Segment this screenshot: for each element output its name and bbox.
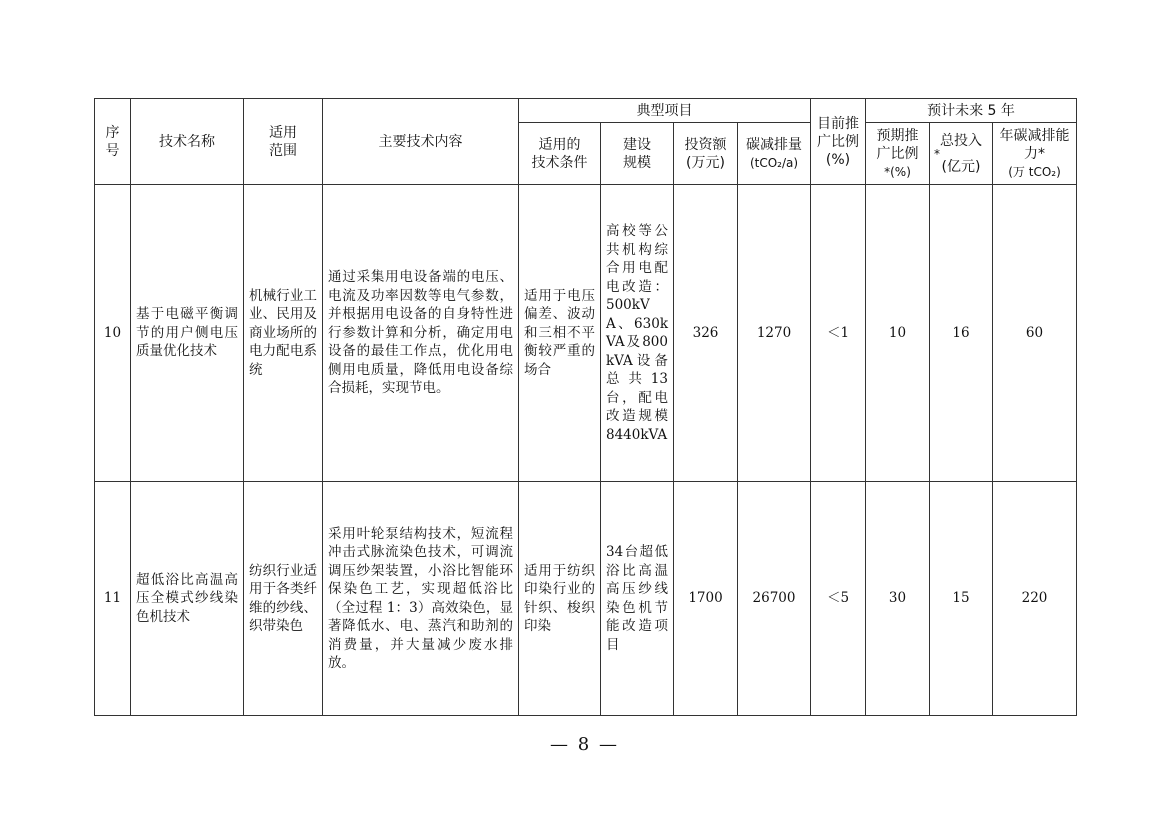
header-name: 技术名称 bbox=[131, 99, 244, 185]
row-scale: 34台超低浴比高温高压纱线染色机节能改造项目 bbox=[601, 482, 674, 716]
header-reduction-label: 碳减排量 bbox=[746, 136, 802, 153]
header-content: 主要技术内容 bbox=[323, 99, 519, 185]
row-conditions: 适用于电压偏差、波动和三相不平衡较严重的场合 bbox=[519, 185, 601, 482]
header-total-investment bbox=[930, 123, 993, 185]
row-expected-ratio: 30 bbox=[866, 482, 930, 716]
header-scale: 建设 规模 bbox=[601, 123, 674, 185]
header-total-investment-unit: (亿元) bbox=[941, 158, 981, 175]
technology-table bbox=[94, 98, 1077, 716]
header-scope: 适用 范围 bbox=[244, 99, 323, 185]
header-index: 序 号 bbox=[95, 99, 131, 185]
row-content: 通过采集用电设备端的电压、电流及功率因数等电气参数，并根据用电设备的自身特性进行参数计算和分析，确定用电设备的最佳工作点，优化用电侧用电质量，降低用电设备综合损耗，实现节电。 bbox=[323, 185, 519, 482]
row-annual-capacity: 60 bbox=[993, 185, 1077, 482]
row-scale: 高校等公共机构综合用电配电改造：500kVA、630kVA及800kVA设备总共13台，配电改造规模8440kVA bbox=[601, 185, 674, 482]
header-typical-project: 典型项目 bbox=[519, 99, 811, 123]
row-name: 基于电磁平衡调节的用户侧电压质量优化技术 bbox=[131, 185, 244, 482]
header-annual-capacity-label: 年碳减排能 力* bbox=[999, 127, 1070, 162]
header-total-investment-mark: * bbox=[934, 146, 940, 161]
row-scope: 纺织行业适用于各类纤维的纱线、织带染色 bbox=[244, 482, 323, 716]
header-expected-ratio bbox=[866, 123, 930, 185]
header-investment: 投资额 (万元) bbox=[674, 123, 738, 185]
row-current-ratio: ＜1 bbox=[811, 185, 866, 482]
row-total-investment: 16 bbox=[930, 185, 993, 482]
header-conditions: 适用的 技术条件 bbox=[519, 123, 601, 185]
row-reduction: 26700 bbox=[738, 482, 811, 716]
row-investment: 326 bbox=[674, 185, 738, 482]
row-name: 超低浴比高温高压全模式纱线染色机技术 bbox=[131, 482, 244, 716]
row-total-investment: 15 bbox=[930, 482, 993, 716]
row-content: 采用叶轮泵结构技术，短流程冲击式脉流染色技术，可调流调压纱架装置，小浴比智能环保染色工艺，实现超低浴比（全过程 1：3）高效染色，显著降低水、电、蒸汽和助剂的消费量，并大量减少废水排放。 bbox=[323, 482, 519, 716]
page-number: — 8 — bbox=[550, 734, 619, 755]
header-expected-ratio-unit: *(%) bbox=[884, 164, 911, 179]
table-row bbox=[95, 185, 1077, 482]
row-expected-ratio: 10 bbox=[866, 185, 930, 482]
row-conditions: 适用于纺织印染行业的针织、梭织印染 bbox=[519, 482, 601, 716]
header-annual-capacity-unit: (万 tCO₂) bbox=[1008, 164, 1061, 179]
header-reduction-unit: (tCO₂/a) bbox=[749, 155, 799, 170]
header-total-investment-label: 总投入 bbox=[940, 132, 982, 149]
header-current-ratio: 目前推 广比例 (%) bbox=[811, 99, 866, 185]
header-forecast: 预计未来 5 年 bbox=[866, 99, 1077, 123]
header-expected-ratio-label: 预期推 广比例 bbox=[876, 127, 919, 162]
header-reduction bbox=[738, 123, 811, 185]
row-annual-capacity: 220 bbox=[993, 482, 1077, 716]
row-scope: 机械行业工业、民用及商业场所的电力配电系统 bbox=[244, 185, 323, 482]
row-current-ratio: ＜5 bbox=[811, 482, 866, 716]
row-investment: 1700 bbox=[674, 482, 738, 716]
table-row bbox=[95, 482, 1077, 716]
row-index: 10 bbox=[95, 185, 131, 482]
row-index: 11 bbox=[95, 482, 131, 716]
row-reduction: 1270 bbox=[738, 185, 811, 482]
header-annual-capacity bbox=[993, 123, 1077, 185]
